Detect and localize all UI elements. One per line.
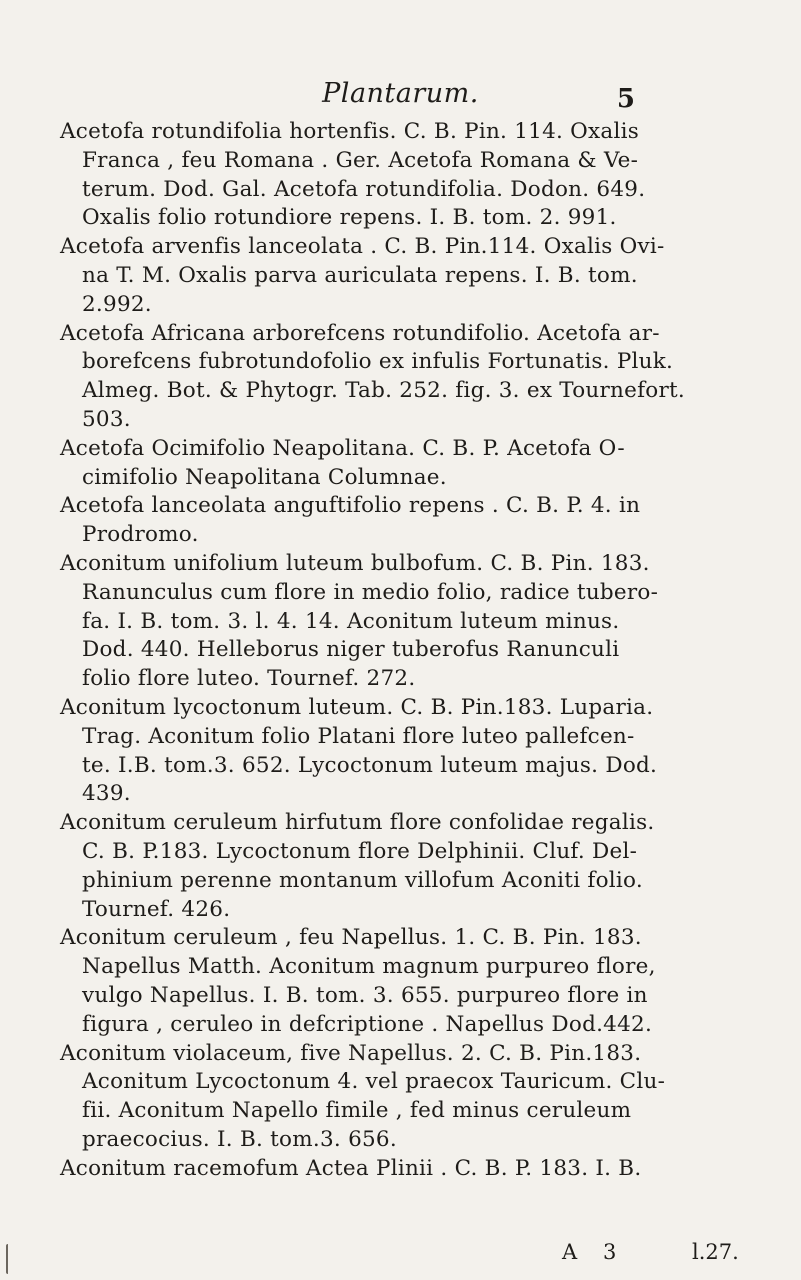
entry-line: Trag. Aconitum folio Platani flore luteo pallefcen- [82, 723, 635, 749]
running-title: Plantarum. [322, 78, 479, 109]
entry-line: borefcens fubrotundofolio ex infulis Fortunatis. Pluk. [82, 349, 674, 375]
entry [60, 1155, 772, 1184]
entry-line: Oxalis folio rotundiore repens. I. B. tom. 2. 991. [82, 205, 617, 231]
entry [60, 694, 772, 809]
entry-line: na T. M. Oxalis parva auriculata repens. I. B. tom. [82, 262, 638, 288]
entry-line: 439. [82, 781, 131, 807]
entry-line: C. B. P.183. Lycoctonum flore Delphinii. Cluf. Del- [82, 838, 638, 864]
body-text [60, 118, 772, 1183]
entry [60, 1040, 772, 1155]
entry-line: praecocius. I. B. tom.3. 656. [82, 1126, 397, 1152]
entry-line: Napellus Matth. Aconitum magnum purpureo flore, [82, 954, 656, 980]
entry-heading-line: Acetofa rotundifolia hortenfis. C. B. Pin. 114. Oxalis [60, 119, 640, 144]
entry [60, 118, 772, 233]
entry-line: terum. Dod. Gal. Acetofa rotundifolia. Dodon. 649. [82, 176, 646, 202]
entry-heading-line: Aconitum ceruleum hirfutum flore confolidae regalis. [60, 810, 655, 836]
entry-heading-line: Acetofa Africana arborefcens rotundifolio. Acetofa ar- [60, 320, 660, 346]
entry [60, 924, 772, 1039]
entry-heading-line: Aconitum ceruleum , feu Napellus. 1. C. B. Pin. 183. [60, 925, 642, 951]
entry-line: Tournef. 426. [82, 896, 231, 922]
entry-line: Prodromo. [82, 522, 199, 548]
entry-line: vulgo Napellus. I. B. tom. 3. 655. purpureo flore in [82, 982, 648, 1008]
entry-line: Ranunculus cum flore in medio folio, radice tubero- [82, 579, 659, 605]
entry-line: fii. Aconitum Napello fimile , fed minus ceruleum [82, 1098, 632, 1124]
entry-line: fa. I. B. tom. 3. l. 4. 14. Aconitum luteum minus. [82, 608, 620, 634]
signature-mark: A [562, 1240, 578, 1264]
entry [60, 320, 772, 435]
entry [60, 809, 772, 924]
entry-line: figura , ceruleo in defcriptione . Napellus Dod.442. [82, 1011, 653, 1037]
entry-line: te. I.B. tom.3. 652. Lycoctonum luteum majus. Dod. [82, 752, 658, 778]
entry [60, 435, 772, 493]
entry [60, 492, 772, 550]
entry-line: folio flore luteo. Tournef. 272. [82, 666, 416, 692]
entry-line: Almeg. Bot. & Phytogr. Tab. 252. fig. 3. ex Tournefort. [82, 378, 685, 404]
entry [60, 233, 772, 319]
entry-heading-line: Aconitum racemofum Actea Plinii . C. B. P. 183. I. B. [60, 1155, 642, 1181]
entry-line: 503. [82, 406, 131, 432]
page-edge-mark [6, 1244, 11, 1274]
entry-line: phinium perenne montanum villofum Aconiti folio. [82, 867, 643, 893]
entry-heading-line: Acetofa lanceolata anguftifolio repens . C. B. P. 4. in [60, 493, 641, 519]
signature-number: 3 [603, 1240, 617, 1264]
signature-line [0, 1240, 801, 1270]
entry-line: cimifolio Neapolitana Columnae. [82, 464, 447, 490]
entry-heading-line: Aconitum lycoctonum luteum. C. B. Pin.183. Luparia. [60, 694, 654, 720]
entry-heading-line: Aconitum violaceum, five Napellus. 2. C. B. Pin.183. [60, 1040, 642, 1066]
entry-heading-line: Acetofa Ocimifolio Neapolitana. C. B. P. Acetofa O- [60, 435, 625, 461]
entry-line: 2.992. [82, 291, 152, 317]
page-number: 5 [616, 84, 635, 114]
entry-line: Franca , feu Romana . Ger. Acetofa Romana & Ve- [82, 147, 639, 173]
entry-heading-line: Aconitum unifolium luteum bulbofum. C. B. Pin. 183. [60, 550, 650, 576]
entry [60, 550, 772, 694]
page-header [0, 78, 801, 118]
entry-line: Aconitum Lycoctonum 4. vel praecox Tauricum. Clu- [82, 1069, 666, 1095]
signature-reference: l.27. [692, 1240, 739, 1264]
entry-line: Dod. 440. Helleborus niger tuberofus Ranunculi [82, 637, 620, 663]
entry-heading-line: Acetofa arvenfis lanceolata . C. B. Pin.114. Oxalis Ovi- [60, 234, 665, 260]
